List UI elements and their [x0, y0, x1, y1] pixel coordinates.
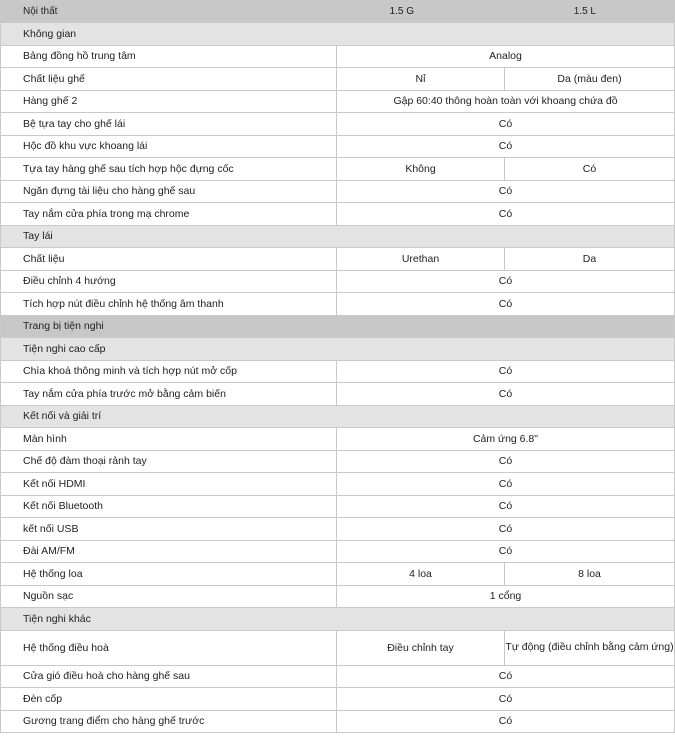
row-value: Có [337, 203, 675, 226]
row-value: Có [337, 360, 675, 383]
row-value-l: 8 loa [505, 563, 675, 586]
header-row [1, 1, 675, 23]
row-value: Có [337, 180, 675, 203]
row-value-g: Không [337, 158, 505, 181]
section-title: Tay lái [1, 225, 675, 248]
table-row [1, 248, 675, 271]
table-row [1, 630, 675, 665]
section-title: Kết nối và giải trí [1, 405, 675, 428]
table-row [1, 428, 675, 451]
row-value: 1 cổng [337, 585, 675, 608]
row-label: Màn hình [1, 428, 337, 451]
header-col-g: 1.5 G [337, 1, 505, 23]
row-label: Nguồn sạc [1, 585, 337, 608]
table-row [1, 710, 675, 733]
row-label: Chìa khoá thông minh và tích hợp nút mở cốp [1, 360, 337, 383]
row-label: Đèn cốp [1, 688, 337, 711]
row-value-l: Có [505, 158, 675, 181]
table-row [1, 135, 675, 158]
table-row [1, 585, 675, 608]
table-row [1, 45, 675, 68]
row-value-l: Tự động (điều chỉnh bằng cảm ứng) [505, 630, 675, 665]
row-value: Có [337, 293, 675, 316]
table-row [1, 68, 675, 91]
row-label: Tích hợp nút điều chỉnh hệ thống âm thanh [1, 293, 337, 316]
row-value: Có [337, 473, 675, 496]
row-label: Tay nắm cửa phía trước mở bằng cảm biến [1, 383, 337, 406]
row-label: Hàng ghế 2 [1, 90, 337, 113]
row-value: Có [337, 518, 675, 541]
row-label: Tay nắm cửa phía trong mạ chrome [1, 203, 337, 226]
row-value: Có [337, 665, 675, 688]
row-value: Có [337, 710, 675, 733]
section-row [1, 315, 675, 338]
row-label: kết nối USB [1, 518, 337, 541]
table-row [1, 665, 675, 688]
section-row [1, 405, 675, 428]
table-row [1, 473, 675, 496]
table-row [1, 518, 675, 541]
table-row [1, 383, 675, 406]
table-row [1, 540, 675, 563]
row-label: Kết nối HDMI [1, 473, 337, 496]
table-row [1, 180, 675, 203]
row-label: Chế độ đàm thoại rảnh tay [1, 450, 337, 473]
row-value: Có [337, 270, 675, 293]
header-label: Nội thất [1, 1, 337, 23]
section-title: Trang bị tiện nghi [1, 315, 675, 338]
table-row [1, 270, 675, 293]
section-row [1, 338, 675, 361]
row-label: Kết nối Bluetooth [1, 495, 337, 518]
row-label: Tựa tay hàng ghế sau tích hợp hộc đựng cốc [1, 158, 337, 181]
row-label: Hệ thống loa [1, 563, 337, 586]
row-value-l: Da (màu đen) [505, 68, 675, 91]
table-row [1, 158, 675, 181]
row-label: Hộc đồ khu vực khoang lái [1, 135, 337, 158]
header-col-l: 1.5 L [505, 1, 675, 23]
row-value: Có [337, 540, 675, 563]
row-label: Cửa gió điều hoà cho hàng ghế sau [1, 665, 337, 688]
row-value: Analog [337, 45, 675, 68]
row-label: Ngăn đựng tài liệu cho hàng ghế sau [1, 180, 337, 203]
row-label: Chất liệu ghế [1, 68, 337, 91]
table-row [1, 90, 675, 113]
row-value: Có [337, 450, 675, 473]
row-value-g: Điều chỉnh tay [337, 630, 505, 665]
table-row [1, 203, 675, 226]
table-row [1, 495, 675, 518]
section-title: Không gian [1, 23, 675, 46]
row-label: Bảng đồng hồ trung tâm [1, 45, 337, 68]
row-value: Có [337, 383, 675, 406]
row-value-g: Urethan [337, 248, 505, 271]
row-label: Hệ thống điều hoà [1, 630, 337, 665]
row-label: Chất liệu [1, 248, 337, 271]
row-value: Có [337, 135, 675, 158]
section-row [1, 608, 675, 631]
table-row [1, 688, 675, 711]
section-title: Tiện nghi cao cấp [1, 338, 675, 361]
row-value: Có [337, 688, 675, 711]
table-row [1, 113, 675, 136]
row-value-l: Da [505, 248, 675, 271]
row-value: Có [337, 495, 675, 518]
section-title: Tiện nghi khác [1, 608, 675, 631]
table-row [1, 360, 675, 383]
table-row [1, 450, 675, 473]
table-row [1, 563, 675, 586]
row-label: Đài AM/FM [1, 540, 337, 563]
row-value: Cảm ứng 6.8" [337, 428, 675, 451]
row-value: Gập 60:40 thông hoàn toàn với khoang chứa đồ [337, 90, 675, 113]
section-row [1, 225, 675, 248]
row-value-g: Nỉ [337, 68, 505, 91]
row-value: Có [337, 113, 675, 136]
row-label: Bệ tựa tay cho ghế lái [1, 113, 337, 136]
row-value-g: 4 loa [337, 563, 505, 586]
table-row [1, 293, 675, 316]
row-label: Điều chỉnh 4 hướng [1, 270, 337, 293]
section-row [1, 23, 675, 46]
row-label: Gương trang điểm cho hàng ghế trước [1, 710, 337, 733]
